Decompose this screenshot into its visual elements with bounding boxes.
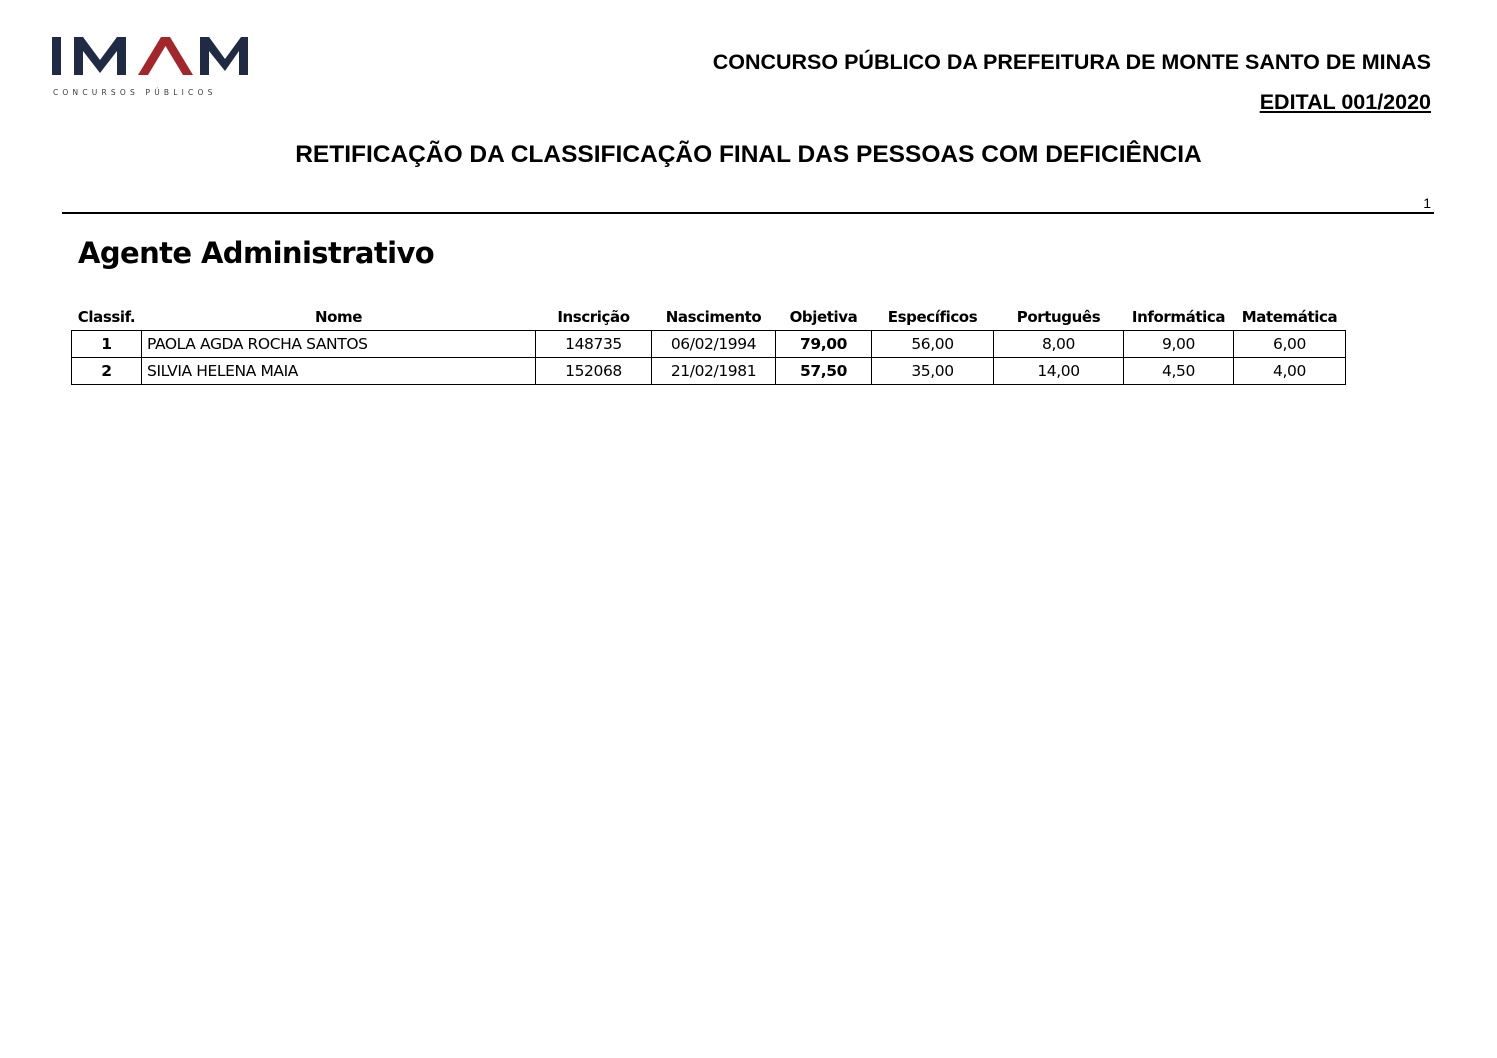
cell-inscricao: 152068	[536, 358, 652, 385]
cell-matematica: 4,00	[1234, 358, 1346, 385]
table-row	[72, 331, 1346, 358]
page-number: 1	[1423, 195, 1431, 211]
column-header-objetiva: Objetiva	[776, 304, 872, 331]
document-heading: RETIFICAÇÃO DA CLASSIFICAÇÃO FINAL DAS PESSOAS COM DEFICIÊNCIA	[295, 141, 1202, 168]
table-header-row	[72, 304, 1346, 331]
cell-objetiva: 79,00	[776, 331, 872, 358]
column-header-classif: Classif.	[72, 304, 142, 331]
cell-classif: 1	[72, 331, 142, 358]
cell-matematica: 6,00	[1234, 331, 1346, 358]
results-table	[71, 304, 1346, 385]
cell-especificos: 35,00	[872, 358, 994, 385]
column-header-informatica: Informática	[1124, 304, 1234, 331]
column-header-portugues: Português	[994, 304, 1124, 331]
cell-especificos: 56,00	[872, 331, 994, 358]
cell-informatica: 9,00	[1124, 331, 1234, 358]
cell-objetiva: 57,50	[776, 358, 872, 385]
column-header-matematica: Matemática	[1234, 304, 1346, 331]
cell-inscricao: 148735	[536, 331, 652, 358]
header-divider	[62, 212, 1434, 214]
cell-portugues: 8,00	[994, 331, 1124, 358]
cell-informatica: 4,50	[1124, 358, 1234, 385]
logo-tagline: CONCURSOS PÚBLICOS	[53, 88, 217, 97]
column-header-nome: Nome	[142, 304, 536, 331]
column-header-especificos: Específicos	[872, 304, 994, 331]
cell-nome: PAOLA AGDA ROCHA SANTOS	[142, 331, 536, 358]
cell-classif: 2	[72, 358, 142, 385]
column-header-nascimento: Nascimento	[652, 304, 776, 331]
imam-logo-mark	[52, 34, 248, 78]
cell-portugues: 14,00	[994, 358, 1124, 385]
cell-nascimento: 06/02/1994	[652, 331, 776, 358]
table-row	[72, 358, 1346, 385]
edital-number: EDITAL 001/2020	[1259, 90, 1431, 114]
section-title: Agente Administrativo	[78, 236, 435, 270]
cell-nome: SILVIA HELENA MAIA	[142, 358, 536, 385]
document-title: CONCURSO PÚBLICO DA PREFEITURA DE MONTE SANTO DE MINAS	[712, 50, 1431, 74]
column-header-inscricao: Inscrição	[536, 304, 652, 331]
imam-logo	[52, 34, 252, 104]
cell-nascimento: 21/02/1981	[652, 358, 776, 385]
